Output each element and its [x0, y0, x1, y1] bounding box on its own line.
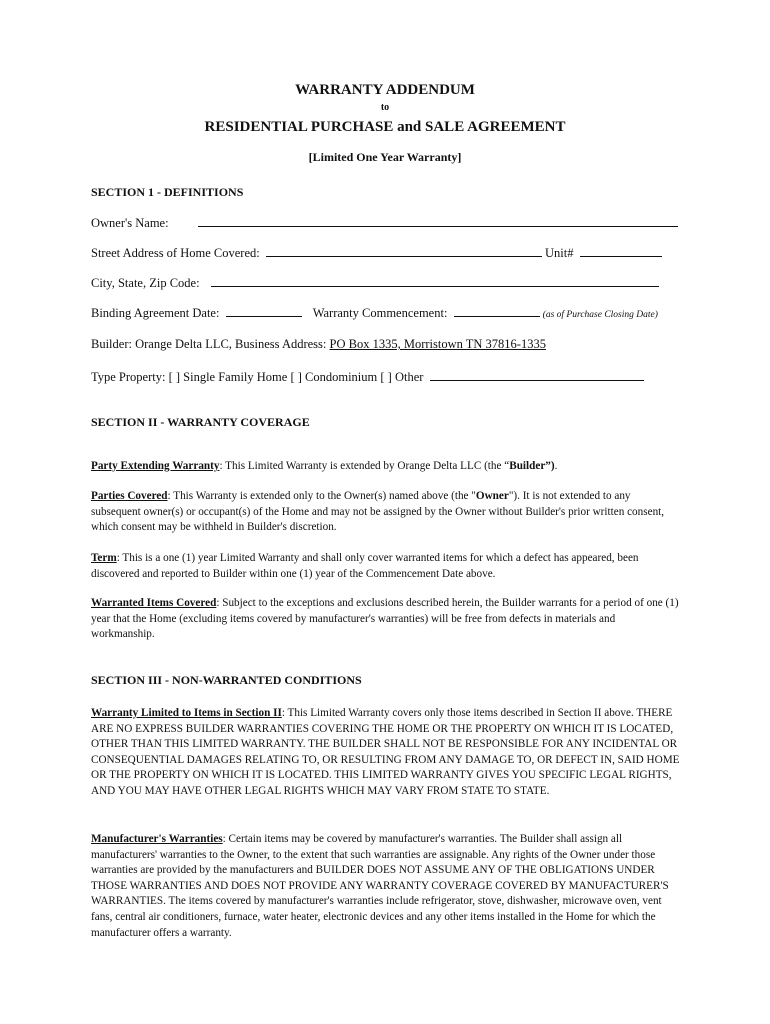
manufacturer-warranties-lead: Manufacturer's Warranties [91, 833, 223, 845]
builder-row [91, 337, 546, 352]
unit-label: Unit# [544, 246, 574, 260]
party-extending-text: : This Limited Warranty is extended by Orange Delta LLC (the “ [219, 460, 510, 472]
owner-name-label: Owner's Name: [91, 216, 169, 230]
term-text: : This is a one (1) year Limited Warranty and shall only cover warranted items for which a defect has appeared, been discovered and reported to Builder within one (1) year of the Commencement Date above. [91, 552, 639, 580]
owner-name-row [91, 215, 678, 231]
commencement-field[interactable] [454, 305, 540, 317]
parties-covered-text-end: "). It is not extended to any subsequent owner(s) or occupant(s) of the Home and may not be assigned by the Owner without Builder's prior written consent, which consent may be withheld in Builder's discretion. [91, 490, 665, 534]
street-address-label: Street Address of Home Covered: [91, 246, 260, 260]
warranty-limited-lead: Warranty Limited to Items in Section II [91, 707, 282, 719]
doc-subtitle: RESIDENTIAL PURCHASE and SALE AGREEMENT [204, 119, 566, 135]
section3-heading: SECTION III - NON-WARRANTED CONDITIONS [91, 673, 362, 687]
manufacturer-warranties-paragraph [91, 832, 681, 941]
warranted-items-text: : Subject to the exceptions and exclusions described herein, the Builder warrants for a period of one (1) year that the Home (excluding items covered by manufacturer's warranties) will be free from defects in materials and workmanship. [91, 597, 679, 641]
warranty-limited-text: : This Limited Warranty covers only those items described in Section II above. THERE ARE NO EXPRESS BUILDER WARRANTIES COVERING THE HOME OR THE PROPERTY ON WHICH IT IS LOCATED, OTHER THAN THIS LIMITED WARRANTY. THE BUILDER SHALL NOT BE RESPONSIBLE FOR ANY INCIDENTAL OR CONSEQUENTIAL DAMAGES RELATING TO, OR RESULTING FROM ANY DAMAGE TO, OR DEFECT IN, SAID HOME OR THE PROPERTY ON WHICH IT IS LOCATED. THIS LIMITED WARRANTY GIVES YOU SPECIFIC LEGAL RIGHTS, AND YOU MAY HAVE OTHER LEGAL RIGHTS WHICH MAY VARY FROM STATE TO STATE. [91, 707, 680, 797]
warranted-items-lead: Warranted Items Covered [91, 597, 217, 609]
street-address-field[interactable] [266, 245, 542, 257]
section1-heading: SECTION 1 - DEFINITIONS [91, 185, 244, 199]
dates-row [91, 305, 658, 321]
unit-field[interactable] [580, 245, 662, 257]
owner-term: Owner [475, 490, 509, 502]
party-extending-end: . [554, 460, 558, 472]
parties-covered-text: : This Warranty is extended only to the Owner(s) named above (the " [167, 490, 476, 502]
other-type-field[interactable] [430, 369, 644, 381]
commencement-label: Warranty Commencement: [312, 306, 448, 320]
city-field[interactable] [211, 275, 659, 287]
type-property-row [91, 369, 644, 385]
doc-title-to: to [380, 102, 390, 113]
warranted-items-paragraph [91, 596, 681, 643]
manufacturer-warranties-text: : Certain items may be covered by manufacturer's warranties. The Builder shall assign all manufacturers' warranties to the Owner, to the extent that such warranties are assignable. Any rights of the Owner under those warranties are provided by the manufacturers and BUILDER DOES NOT ASSUME ANY OF THE OBLIGATIONS UNDER THOSE WARRANTIES AND DOES NOT PROVIDE ANY WARRANTY COVERAGE COVERED BY MANUFACTURER'S WARRANTIES. The items covered by manufacturer's warranties include refrigerator, stove, dishwasher, microwave oven, vent fans, central air conditioners, furnace, water heater, electronic devices and any other items installed in the Home for which the manufacturer offers a warranty. [91, 833, 669, 939]
party-extending-lead: Party Extending Warranty [91, 460, 220, 472]
section2-heading: SECTION II - WARRANTY COVERAGE [91, 415, 310, 429]
builder-label: Builder: Orange Delta LLC, Business Address: [91, 337, 327, 351]
city-label: City, State, Zip Code: [91, 276, 200, 290]
parties-covered-lead: Parties Covered [91, 490, 168, 502]
street-address-row [91, 245, 662, 261]
commencement-note: (as of Purchase Closing Date) [542, 310, 658, 320]
builder-address: PO Box 1335, Morristown TN 37816-1335 [329, 337, 546, 351]
warranty-type: [Limited One Year Warranty] [308, 150, 462, 164]
builder-term: Builder”) [509, 460, 555, 472]
binding-date-label: Binding Agreement Date: [91, 306, 220, 320]
term-paragraph [91, 551, 681, 582]
owner-name-field[interactable] [198, 215, 678, 227]
doc-title: WARRANTY ADDENDUM [295, 82, 475, 98]
city-row [91, 275, 659, 291]
term-lead: Term [91, 552, 117, 564]
binding-date-field[interactable] [226, 305, 302, 317]
parties-covered-paragraph [91, 489, 681, 536]
type-property-label: Type Property: [ ] Single Family Home [ ] Condominium [ ] Other [91, 370, 424, 384]
party-extending-paragraph [91, 459, 681, 475]
warranty-limited-paragraph [91, 706, 681, 800]
